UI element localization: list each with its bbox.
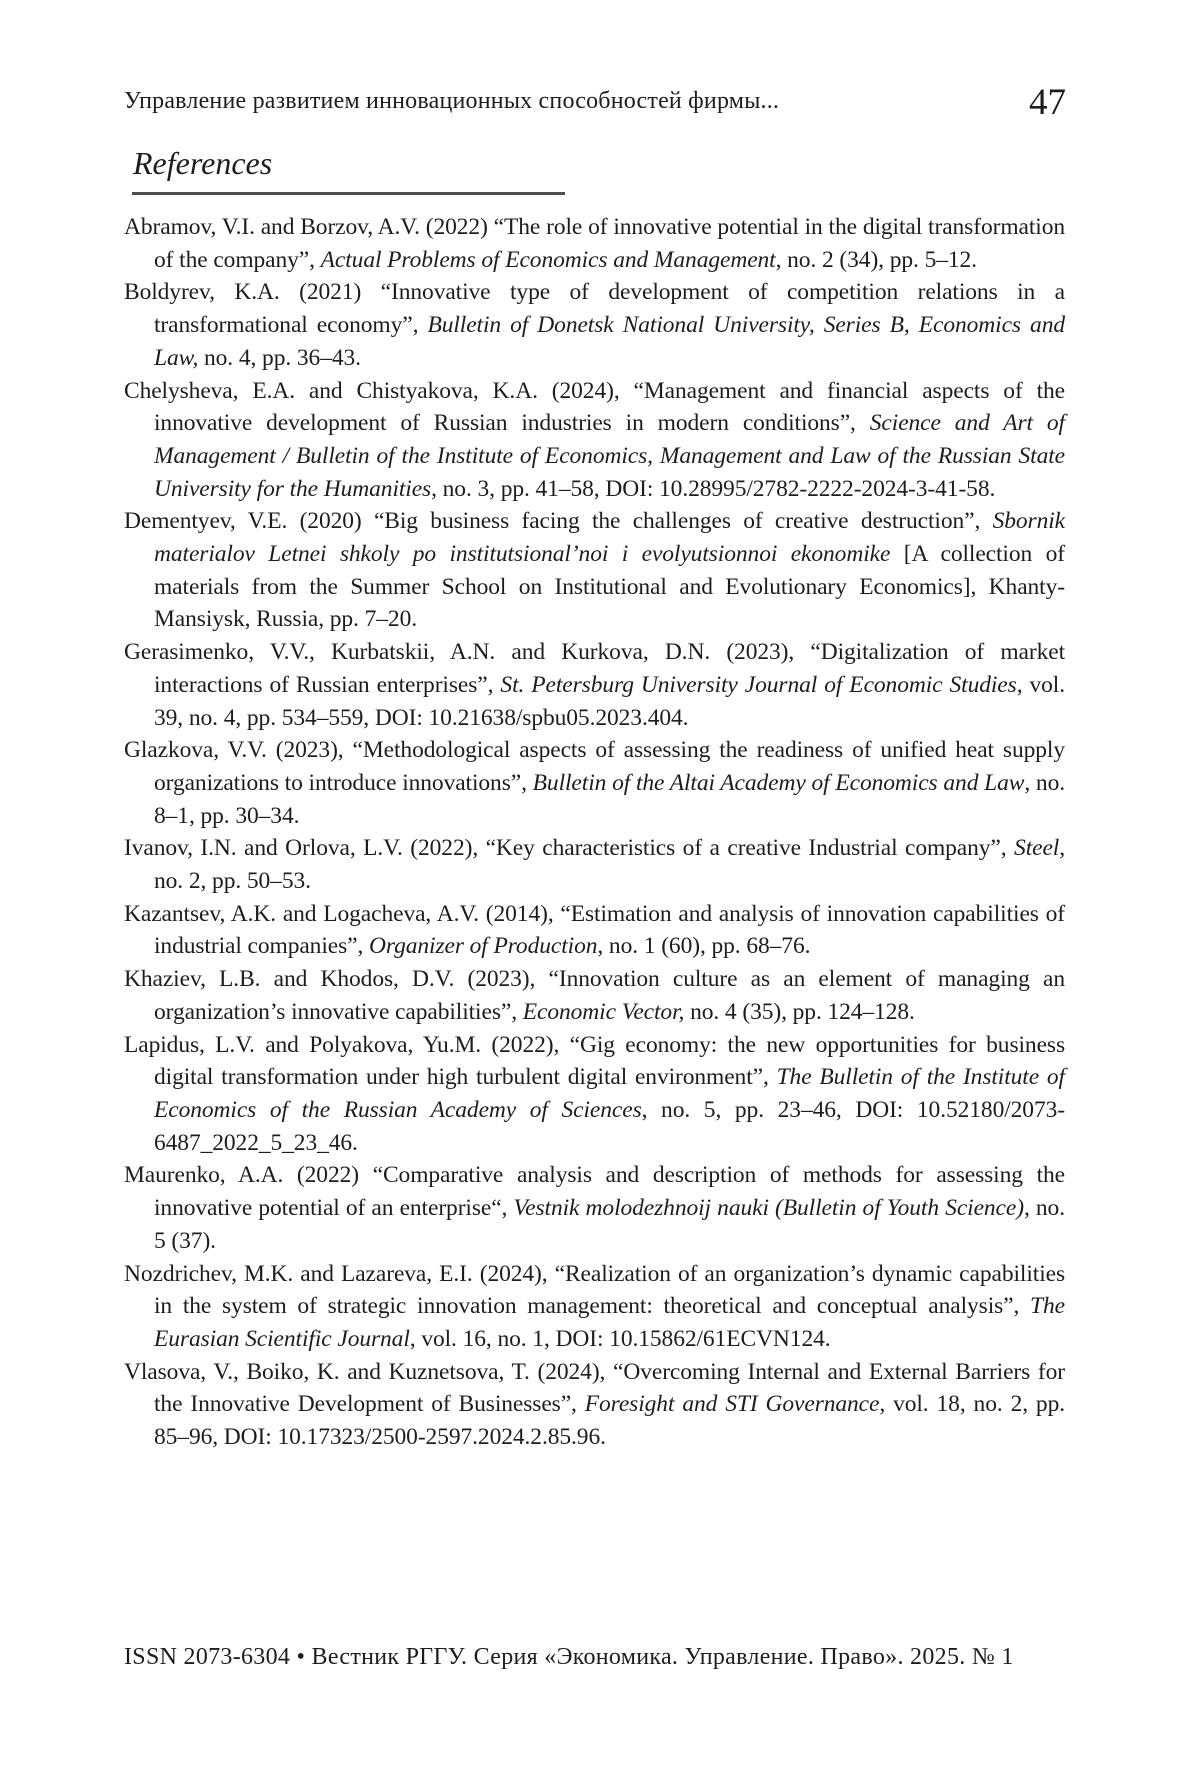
reference-item: Kazantsev, A.K. and Logacheva, A.V. (2014), “Estimation and analysis of innovation capabilities of industrial companies”, Organizer of Production, no. 1 (60), pp. 68–76. <box>124 900 1065 960</box>
running-title: Управление развитием инновационных способностей фирмы... <box>124 88 780 115</box>
reference-item: Boldyrev, K.A. (2021) “Innovative type of development of competition relations in a transformational economy”, Bulletin of Donetsk National University, Series B, Economics and Law, no. 4, pp. 36–43. <box>124 279 1065 371</box>
references-heading: References <box>133 145 273 181</box>
reference-item: Abramov, V.I. and Borzov, A.V. (2022) “The role of innovative potential in the digital transformation of the company”, Actual Problems of Economics and Management, no. 2 (34), pp. 5–12. <box>124 214 1065 273</box>
reference-item: Maurenko, A.A. (2022) “Comparative analysis and description of methods for assessing the innovative potential of an enterprise“, Vestnik molodezhnoij nauki (Bulletin of Youth Science), no. 5 (37). <box>124 1162 1065 1254</box>
page-number: 47 <box>1029 82 1066 123</box>
reference-item: Khaziev, L.B. and Khodos, D.V. (2023), “Innovation culture as an element of managing an organization’s innovative capabilities”, Economic Vector, no. 4 (35), pp. 124–128. <box>124 966 1065 1025</box>
reference-item: Vlasova, V., Boiko, K. and Kuznetsova, T. (2024), “Overcoming Internal and External Barriers for the Innovative Development of Businesses”, Foresight and STI Governance, vol. 18, no. 2, pp. 85–96, DOI: 10.17323/2500-2597.2024.2.85.96. <box>124 1358 1066 1451</box>
footer-text: ISSN 2073-6304 • Вестник РГГУ. Серия «Экономика. Управление. Право». 2025. № 1 <box>124 1644 1014 1670</box>
heading-rule <box>132 192 565 195</box>
reference-item: Ivanov, I.N. and Orlova, L.V. (2022), “Key characteristics of a creative Industrial company”, Steel, no. 2, pp. 50–53. <box>124 835 1065 895</box>
page-header <box>124 84 1066 121</box>
reference-item: Glazkova, V.V. (2023), “Methodological aspects of assessing the readiness of unified heat supply organizations to introduce innovations”, Bulletin of the Altai Academy of Economics and Law, no. 8–1, pp. 30–34. <box>124 737 1065 829</box>
reference-item: Dementyev, V.E. (2020) “Big business facing the challenges of creative destruction”, Sbornik materialov Letnei shkoly po institutsional’noi i evolyutsionnoi ekonomike [A collection of materials from the Summer School on Institutional and Evolutionary Economics], Khanty-Mansiysk, Russia, pp. 7–20. <box>124 508 1065 633</box>
references-list <box>124 211 1065 1454</box>
reference-item: Nozdrichev, M.K. and Lazareva, E.I. (2024), “Realization of an organization’s dynamic capabilities in the system of strategic innovation management: theoretical and conceptual analysis”, The Eurasian Scientific Journal, vol. 16, no. 1, DOI: 10.15862/61ECVN124. <box>124 1260 1065 1352</box>
reference-item: Chelysheva, E.A. and Chistyakova, K.A. (2024), “Management and financial aspects of the innovative development of Russian industries in modern conditions”, Science and Art of Management / Bulletin of the Institute of Economics, Management and Law of the Russian State University for the Humanities, no. 3, pp. 41–58, DOI: 10.28995/2782-2222-2024-3-41-58. <box>124 377 1065 502</box>
page-footer <box>124 1644 1014 1671</box>
reference-item: Gerasimenko, V.V., Kurbatskii, A.N. and Kurkova, D.N. (2023), “Digitalization of market interactions of Russian enterprises”, St. Petersburg University Journal of Economic Studies, vol. 39, no. 4, pp. 534–559, DOI: 10.21638/spbu05.2023.404. <box>124 639 1065 731</box>
reference-item: Lapidus, L.V. and Polyakova, Yu.M. (2022), “Gig economy: the new opportunities for business digital transformation under high turbulent digital environment”, The Bulletin of the Institute of Economics of the Russian Academy of Sciences, no. 5, pp. 23–46, DOI: 10.52180/2073-6487_2022_5_23_46. <box>124 1031 1065 1156</box>
